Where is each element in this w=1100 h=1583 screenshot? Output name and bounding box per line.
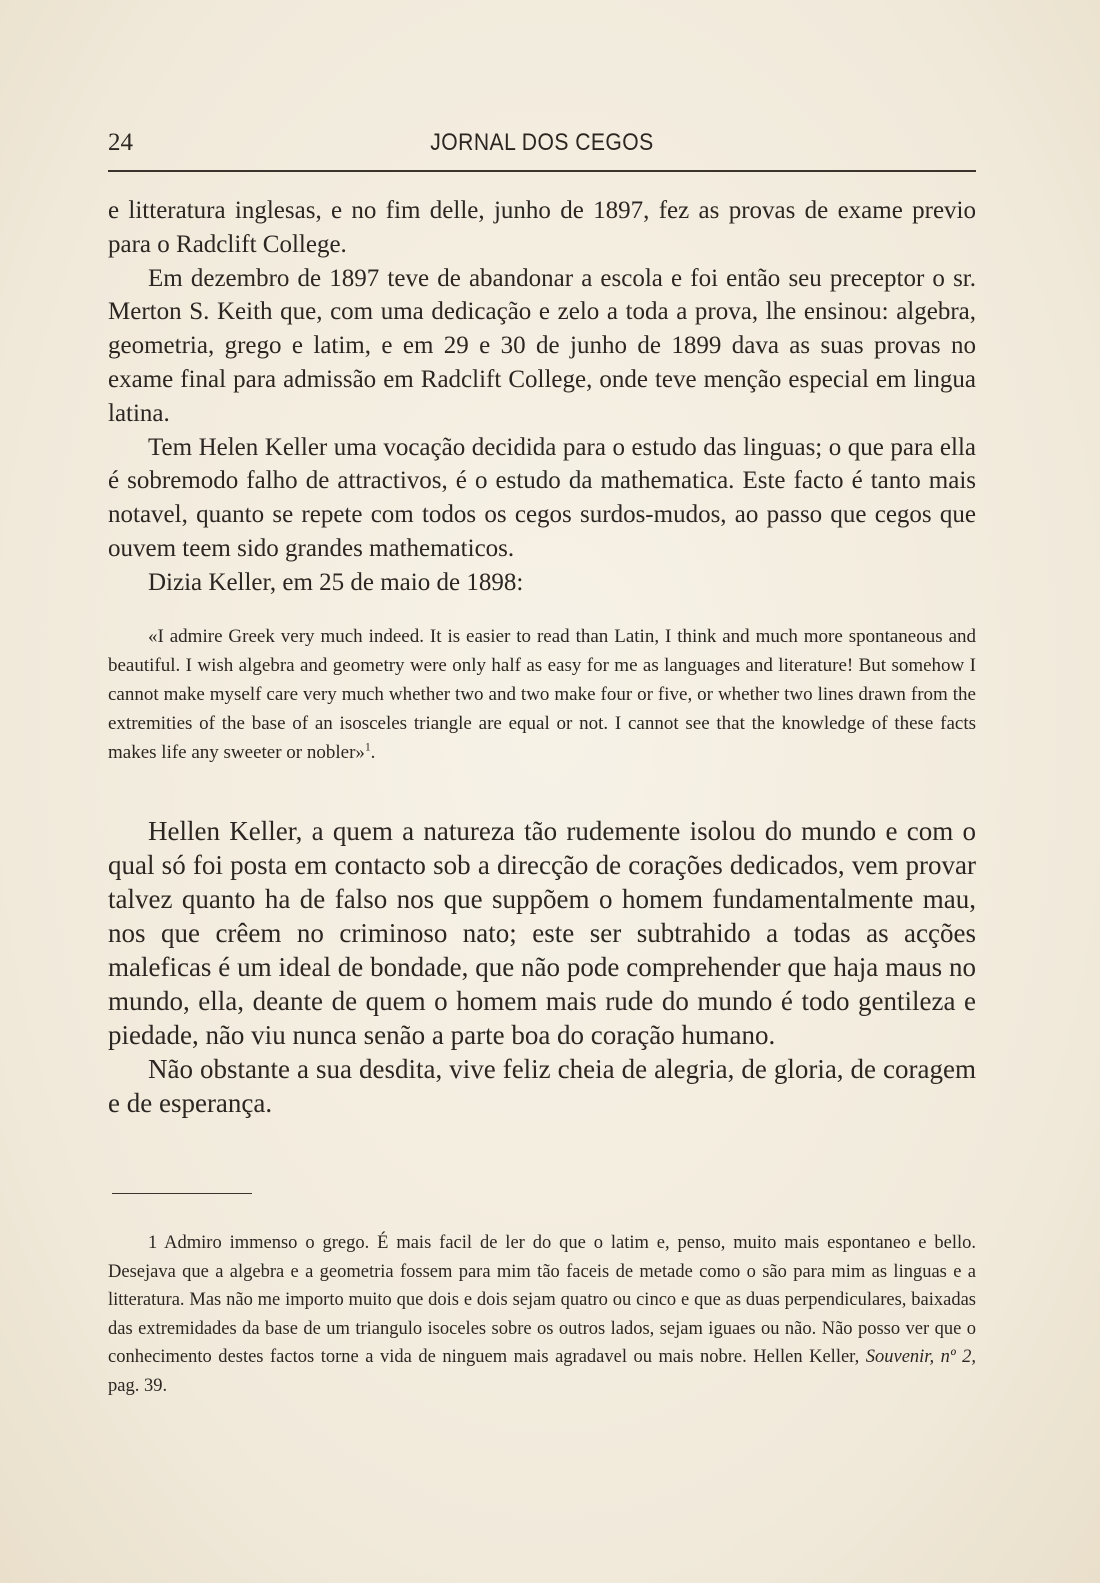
quote-paragraph xyxy=(108,622,976,767)
paragraph-continued: e litteratura inglesas, e no fim delle, junho de 1897, fez as provas de exame previo para o Radclift College. xyxy=(108,197,976,258)
block-quote xyxy=(108,622,976,767)
footnote-reference[interactable]: 1 xyxy=(364,741,371,754)
quote-end-punctuation: . xyxy=(370,742,376,763)
running-head xyxy=(108,126,976,160)
paragraph: Tem Helen Keller uma vocação decidida para o estudo das linguas; o que para ella é sobremodo falho de attractivos, é o estudo da mathematica. Este facto é tanto mais notavel, quanto se repete com todos os cegos surdos-mudos, ao passo que cegos que ouvem teem sido grandes mathematicos. xyxy=(108,433,976,562)
paragraph: Hellen Keller, a quem a natureza tão rudemente isolou do mundo e com o qual só foi posta em contacto sob a direcção de corações dedicados, vem provar talvez quanto ha de falso nos que suppõem o homem fundamentalmente mau, nos que crêem no criminoso nato; este ser subtrahido a todas as acções maleficas é um ideal de bondade, que não pode comprehender que haja maus no mundo, ella, deante de quem o homem mais rude do mundo é todo gentileza e piedade, não viu nunca senão a parte boa do coração humano. xyxy=(108,816,976,1050)
main-text-continued xyxy=(108,814,976,1120)
footnote-marker: 1 xyxy=(148,1233,158,1253)
footnote-source-page: pag. 39. xyxy=(108,1375,168,1396)
paragraph: Não obstante a sua desdita, vive feliz cheia de alegria, de gloria, de coragem e de esperança. xyxy=(108,1054,976,1118)
paragraph: Dizia Keller, em 25 de maio de 1898: xyxy=(148,568,524,596)
paragraph: Em dezembro de 1897 teve de abandonar a escola e foi então seu preceptor o sr. Merton S. Keith que, com uma dedicação e zelo a toda a prova, lhe ensinou: algebra, geometria, grego e latim, e em 29 e 30 de junho de 1899 dava as suas provas no exame final para admissão em Radclift College, onde teve menção especial em lingua latina. xyxy=(108,264,976,427)
footnote xyxy=(108,1229,976,1400)
footnote-rule xyxy=(112,1193,252,1194)
journal-title: JORNAL DOS CEGOS xyxy=(430,129,654,156)
footnote-text: Admiro immenso o grego. É mais facil de ler do que o latim e, penso, muito mais espontaneo e bello. Desejava que a algebra e a geometria fossem para mim tão faceis de metade como o são para mim as linguas e a litteratura. Mas não me importo muito que dois e dois sejam quatro ou cinco e que as duas perpendiculares, baixadas das extremidades da base de um triangulo isoceles sobre os outros lados, sejam iguaes ou não. Não posso ver que o conhecimento destes factos torne a vida de ninguem mais agradavel ou mais nobre. Hellen Keller, xyxy=(108,1233,977,1367)
quote-text: «I admire Greek very much indeed. It is easier to read than Latin, I think and much more spontaneous and beautiful. I wish algebra and geometry were only half as easy for me as languages and literature! But somehow I cannot make myself care very much whether two and two make four or five, or whether two lines drawn from the extremities of the base of an isosceles triangle are equal or not. I cannot see that the knowledge of these facts makes life any sweeter or nobler» xyxy=(108,626,976,763)
page-number: 24 xyxy=(108,129,133,156)
footnote-source-title: Souvenir, nº 2, xyxy=(865,1347,976,1367)
footnote-paragraph xyxy=(108,1229,976,1400)
main-text xyxy=(108,194,976,600)
header-rule xyxy=(108,170,976,172)
